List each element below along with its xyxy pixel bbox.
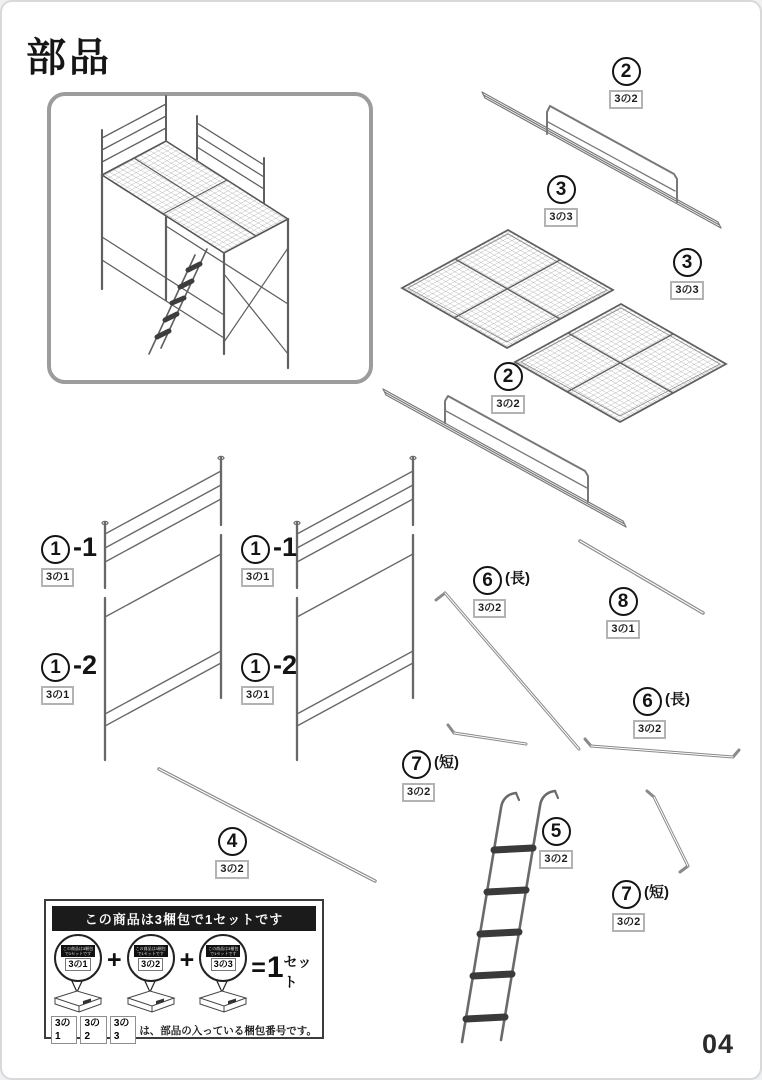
short-brace-drawing-1 [448,725,526,744]
package-badge: 3の1 [241,686,274,705]
package-badge: 3の3 [670,281,703,300]
part-number-circle: 2 [612,57,641,86]
part-number-circle: 1 [241,535,270,564]
balloon-package-label: 3の3 [211,958,236,971]
plus-sign: + [107,946,122,974]
part-label [659,248,715,300]
part-label [598,57,654,109]
part-label [402,750,459,802]
balloon-package-label: 3の2 [138,958,163,971]
footer-note: は、部品の入っている梱包番号です。 [139,1024,317,1037]
part-label [204,827,260,879]
package-badge: 3の1 [241,568,274,587]
part-label [612,880,669,932]
part-label [41,650,98,705]
part-suffix: -2 [73,650,98,680]
part-suffix: (長) [665,691,690,708]
part-number-circle: 1 [241,653,270,682]
part-label [241,532,298,587]
part-label [528,817,584,869]
part-number-circle: 2 [494,362,523,391]
balloon-circle [199,934,247,982]
part-number-circle: 3 [547,175,576,204]
short-brace-drawing-2 [647,791,688,872]
package-badge: 3の2 [612,913,645,932]
part-suffix: (長) [505,570,530,587]
plus-sign: + [179,946,195,974]
part-suffix: -1 [273,532,298,562]
part-number-circle: 7 [402,750,431,779]
carton-box-icon [123,979,179,1015]
part-suffix: -1 [73,532,98,562]
part-label [241,650,298,705]
package-badge: 3の1 [606,620,639,639]
footer-package-badge: 3の3 [110,1016,136,1044]
package-badge: 3の2 [402,783,435,802]
result-number: 1 [266,951,284,984]
part-number-circle: 1 [41,653,70,682]
packaging-footer [46,1016,322,1044]
part-number-circle: 3 [673,248,702,277]
end-frame-drawing-b [294,456,416,760]
package-badge: 3の2 [609,90,642,109]
part-label [473,566,530,618]
balloon-circle [127,934,175,982]
balloon-circle [54,934,102,982]
side-rail-drawing-top [482,92,721,228]
packaging-balloons-row [46,933,322,1015]
footer-package-badge: 3の2 [80,1016,106,1044]
end-frame-drawing-a [102,456,224,760]
balloon-package-label: 3の1 [65,958,90,971]
package-badge: 3の2 [491,395,524,414]
part-number-circle: 6 [633,687,662,716]
carton-box-icon [50,979,106,1015]
page-title: 部品 [26,36,112,80]
package-badge: 3の2 [539,850,572,869]
part-label [41,532,98,587]
part-label [595,587,651,639]
package-badge: 3の2 [215,860,248,879]
part-label [633,687,690,739]
package-balloon-2 [123,934,179,1015]
loft-bed-overview-drawing [102,96,288,368]
part-number-circle: 5 [542,817,571,846]
package-badge: 3の1 [41,686,74,705]
package-badge: 3の3 [544,208,577,227]
long-brace-drawing-2 [585,739,739,757]
part-suffix: (短) [644,884,669,901]
package-balloon-1 [50,934,106,1015]
package-badge: 3の2 [633,720,666,739]
package-badge: 3の1 [41,568,74,587]
packaging-header: この商品は3梱包で1セットです [52,906,316,931]
packaging-info-box [44,899,324,1042]
part-label [480,362,536,414]
package-badge: 3の2 [473,599,506,618]
long-rod-drawing [159,769,375,881]
carton-sticker-text: この商品は3梱包で1セットです [208,946,239,956]
page-number: 04 [701,1029,734,1059]
part-number-circle: 1 [41,535,70,564]
equals-sign: = [251,953,266,982]
carton-box-icon [195,979,251,1015]
carton-sticker-text: この商品は3梱包で1セットです [62,946,94,956]
part-suffix: (短) [434,754,459,771]
part-number-circle: 8 [609,587,638,616]
part-number-circle: 7 [612,880,641,909]
part-label [533,175,589,227]
package-balloon-3 [195,934,251,1015]
part-number-circle: 6 [473,566,502,595]
footer-package-badge: 3の1 [51,1016,77,1044]
equals-one-set [251,944,320,992]
part-number-circle: 4 [218,827,247,856]
carton-sticker-text: この商品は3梱包で1セットです [135,946,166,956]
result-unit: セット [283,954,312,990]
part-suffix: -2 [273,650,298,680]
